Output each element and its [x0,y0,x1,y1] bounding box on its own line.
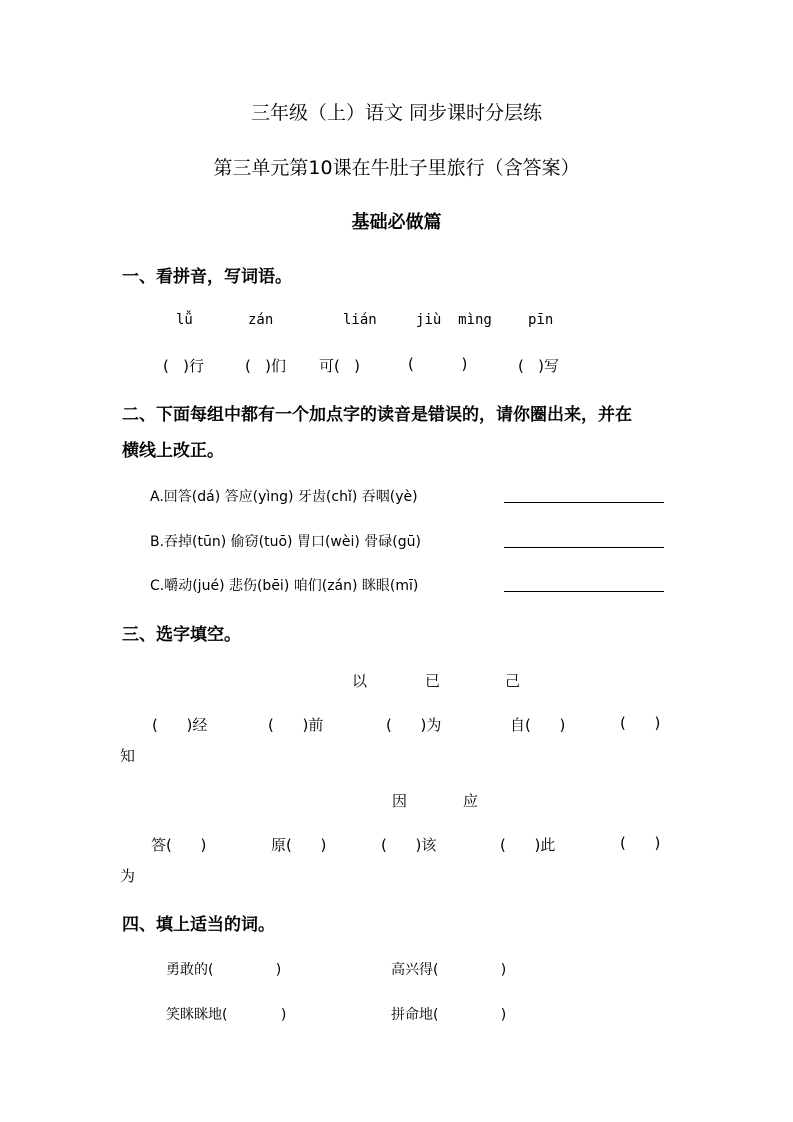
q3-blank-1[interactable]: ( )经 [152,716,208,734]
q3-blank-10[interactable]: ( ) [620,834,661,852]
q3-blank-6[interactable]: 答( ) [151,836,207,854]
answer-line-b[interactable] [504,547,664,548]
char-option-yin: 因 [392,792,408,810]
char-option-ying: 应 [463,792,479,810]
q2-item-b: B.吞掉(tūn) 偷窃(tuō) 胃口(wèi) 骨碌(gū) [150,534,421,550]
blank-1[interactable]: ( )行 [163,357,205,375]
q4-item-4[interactable]: 拼命地( ) [391,1007,507,1023]
answer-line-c[interactable] [504,591,664,592]
q3-blank-2[interactable]: ( )前 [268,716,324,734]
q3-blank-5[interactable]: ( ) [620,714,661,732]
q4-item-3[interactable]: 笑眯眯地( ) [166,1007,287,1023]
q3-blank-9[interactable]: ( )此 [500,836,556,854]
q3-wrap-1: 知 [120,747,136,765]
document-title: 三年级（上）语文 同步课时分层练 [250,102,543,124]
q3-wrap-2: 为 [120,867,136,885]
document-subtitle: 第三单元第10课在牛肚子里旅行（含答案） [213,157,580,179]
question-2-heading-cont: 横线上改正。 [122,441,224,461]
section-title: 基础必做篇 [351,212,442,233]
blank-4[interactable]: ( ) [408,355,468,373]
char-option-yi3: 以 [352,672,368,690]
pinyin-5: pīn [528,312,554,328]
q3-blank-3[interactable]: ( )为 [386,716,442,734]
answer-line-a[interactable] [504,502,664,503]
q4-item-1[interactable]: 勇敢的( ) [166,962,282,978]
q3-blank-4[interactable]: 自( ) [510,716,566,734]
question-1-heading: 一、看拼音，写词语。 [122,267,292,287]
q2-item-c: C.嚼动(jué) 悲伤(bēi) 咱们(zán) 眯眼(mī) [150,578,419,594]
blank-2[interactable]: ( )们 [245,357,287,375]
question-3-heading: 三、选字填空。 [122,625,241,645]
blank-5[interactable]: ( )写 [518,357,560,375]
question-4-heading: 四、填上适当的词。 [122,915,275,935]
pinyin-1: lǚ [176,312,193,328]
q4-item-2[interactable]: 高兴得( ) [391,962,507,978]
char-option-yi3-2: 已 [425,672,441,690]
q3-blank-7[interactable]: 原( ) [271,836,327,854]
pinyin-4: jiù mìng [416,312,492,328]
pinyin-2: zán [248,312,274,328]
q2-item-a: A.回答(dá) 答应(yìng) 牙齿(chǐ) 吞咽(yè) [150,489,418,505]
pinyin-3: lián [343,312,377,328]
char-option-ji: 己 [505,672,521,690]
question-2-heading: 二、下面每组中都有一个加点字的读音是错误的，请你圈出来，并在 [122,405,632,425]
q3-blank-8[interactable]: ( )该 [381,836,437,854]
blank-3[interactable]: 可( ) [319,357,361,375]
